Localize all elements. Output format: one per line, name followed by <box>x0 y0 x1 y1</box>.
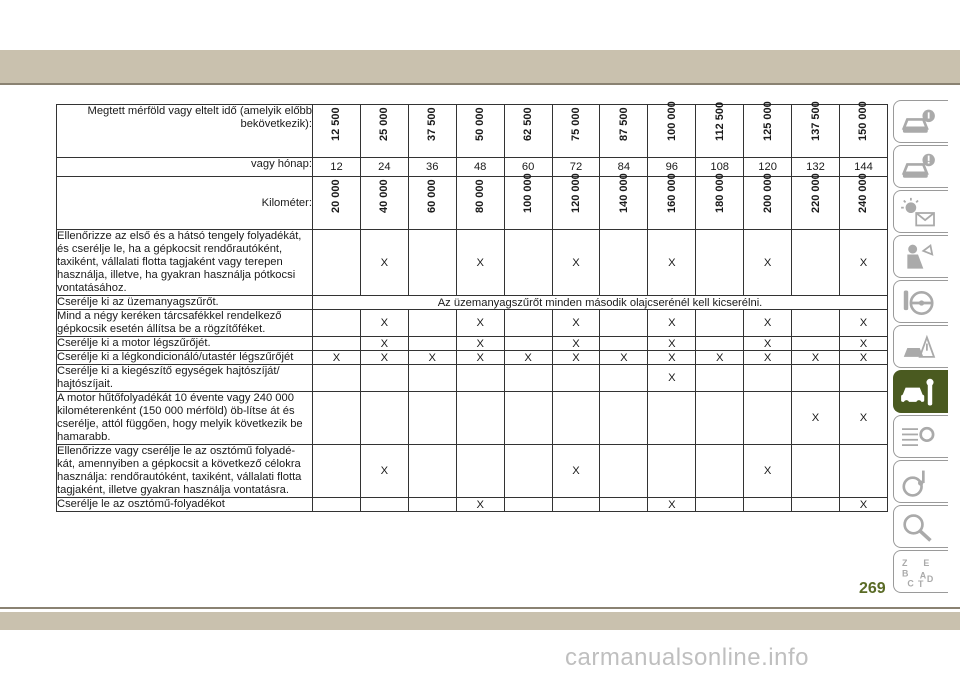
interval-mark <box>408 498 456 512</box>
months-value: 72 <box>552 158 600 177</box>
table-row <box>57 498 888 512</box>
top-rule <box>0 83 960 85</box>
interval-mark: X <box>456 310 504 337</box>
interval-mark <box>792 230 840 296</box>
task-description: Cserélje ki a légkondicionáló/utastér légszűrőjét <box>57 351 313 365</box>
table-row <box>57 310 888 337</box>
months-header-label: vagy hónap: <box>57 158 313 177</box>
interval-mark: X <box>360 445 408 498</box>
interval-mark <box>408 445 456 498</box>
interval-mark: X <box>600 351 648 365</box>
interval-mark <box>408 392 456 445</box>
interval-mark <box>696 392 744 445</box>
km-cell <box>313 177 361 230</box>
svg-text:A: A <box>919 570 927 581</box>
interval-mark <box>744 365 792 392</box>
page-number: 269 <box>859 580 886 597</box>
km-value: 80 000 <box>474 179 487 213</box>
watermark: carmanualsonline.info <box>565 644 809 671</box>
sidebar-tab[interactable] <box>893 415 948 458</box>
km-cell <box>792 173 840 230</box>
interval-mark <box>552 498 600 512</box>
interval-mark: X <box>648 351 696 365</box>
svg-text:C: C <box>907 578 914 589</box>
km-value: 220 000 <box>809 173 822 213</box>
interval-mark: X <box>744 351 792 365</box>
task-description: Mind a négy keréken tárcsafékkel rendelkező gépkocsik esetén állítsa be a rögzítőféket. <box>57 310 313 337</box>
interval-mark <box>696 498 744 512</box>
miles-cell <box>648 101 696 158</box>
task-description: Cserélje ki a motor légszűrőjét. <box>57 337 313 351</box>
months-value: 36 <box>408 158 456 177</box>
miles-value: 150 000 <box>857 101 870 141</box>
interval-mark <box>552 392 600 445</box>
table-row <box>57 230 888 296</box>
months-value: 48 <box>456 158 504 177</box>
miles-cell <box>504 105 552 158</box>
interval-mark <box>504 337 552 351</box>
miles-cell <box>360 105 408 158</box>
table-row <box>57 296 888 310</box>
interval-mark <box>504 445 552 498</box>
interval-mark: X <box>839 351 887 365</box>
interval-mark: X <box>552 230 600 296</box>
interval-mark <box>504 310 552 337</box>
miles-cell <box>696 101 744 158</box>
km-cell <box>360 177 408 230</box>
km-cell <box>648 173 696 230</box>
interval-mark <box>408 230 456 296</box>
miles-cell <box>313 105 361 158</box>
km-cell <box>504 173 552 230</box>
km-value: 100 000 <box>522 173 535 213</box>
km-header-row <box>57 177 888 230</box>
interval-mark: X <box>456 230 504 296</box>
interval-mark <box>313 365 361 392</box>
months-value: 60 <box>504 158 552 177</box>
km-value: 40 000 <box>378 179 391 213</box>
bottom-rule <box>0 607 960 609</box>
interval-mark <box>552 365 600 392</box>
interval-mark: X <box>648 365 696 392</box>
miles-value: 87 500 <box>617 107 630 141</box>
interval-mark <box>408 337 456 351</box>
interval-mark <box>504 498 552 512</box>
km-cell <box>408 177 456 230</box>
interval-mark: X <box>360 230 408 296</box>
top-band <box>0 50 960 83</box>
interval-mark <box>408 365 456 392</box>
interval-mark: X <box>839 498 887 512</box>
interval-mark: X <box>552 310 600 337</box>
interval-mark: X <box>360 310 408 337</box>
sidebar-tab[interactable] <box>893 370 948 413</box>
interval-mark <box>600 365 648 392</box>
miles-cell <box>600 105 648 158</box>
interval-mark: X <box>408 351 456 365</box>
miles-value: 62 500 <box>522 107 535 141</box>
interval-mark <box>313 445 361 498</box>
interval-mark <box>600 498 648 512</box>
table-row <box>57 392 888 445</box>
task-description: Cserélje le az osztómű-folyadékot <box>57 498 313 512</box>
miles-value: 12 500 <box>330 107 343 141</box>
interval-mark <box>696 445 744 498</box>
interval-mark <box>504 230 552 296</box>
maintenance-schedule-table <box>56 101 888 512</box>
sidebar-tab[interactable] <box>893 460 948 503</box>
miles-cell <box>744 101 792 158</box>
interval-mark: X <box>552 445 600 498</box>
miles-cell <box>792 101 840 158</box>
interval-mark: X <box>360 351 408 365</box>
interval-mark: X <box>648 230 696 296</box>
interval-mark <box>360 365 408 392</box>
interval-mark <box>696 230 744 296</box>
miles-value: 112 500 <box>713 101 726 141</box>
interval-mark: X <box>648 337 696 351</box>
miles-value: 125 000 <box>761 101 774 141</box>
km-value: 60 000 <box>426 179 439 213</box>
table-row <box>57 351 888 365</box>
interval-mark <box>600 392 648 445</box>
interval-mark <box>744 498 792 512</box>
table-row <box>57 445 888 498</box>
svg-text:T: T <box>918 579 924 589</box>
km-cell <box>552 173 600 230</box>
months-value: 24 <box>360 158 408 177</box>
interval-mark: X <box>456 351 504 365</box>
miles-value: 75 000 <box>569 107 582 141</box>
interval-mark: X <box>744 230 792 296</box>
interval-mark <box>648 392 696 445</box>
interval-mark <box>839 445 887 498</box>
interval-mark <box>313 310 361 337</box>
miles-value: 37 500 <box>426 107 439 141</box>
interval-mark: X <box>839 230 887 296</box>
task-description: Cserélje ki a kiegészítő egységek hajtószíját/ hajtószíjait. <box>57 365 313 392</box>
interval-mark: X <box>744 310 792 337</box>
table-row <box>57 337 888 351</box>
top-margin <box>0 0 960 50</box>
interval-mark: X <box>456 498 504 512</box>
interval-mark <box>313 392 361 445</box>
miles-cell <box>456 105 504 158</box>
interval-mark <box>600 230 648 296</box>
interval-mark <box>313 230 361 296</box>
km-cell <box>696 173 744 230</box>
km-value: 140 000 <box>617 173 630 213</box>
interval-mark <box>408 310 456 337</box>
interval-mark: X <box>839 310 887 337</box>
sidebar-tab[interactable] <box>893 235 948 278</box>
km-cell <box>456 177 504 230</box>
svg-text:Z: Z <box>902 557 908 568</box>
interval-mark <box>456 392 504 445</box>
interval-mark <box>839 365 887 392</box>
interval-mark <box>792 337 840 351</box>
sidebar-tab[interactable] <box>893 190 948 233</box>
interval-mark <box>600 310 648 337</box>
sidebar-tab[interactable] <box>893 100 948 143</box>
interval-mark: X <box>792 392 840 445</box>
interval-mark <box>313 337 361 351</box>
interval-mark <box>744 392 792 445</box>
miles-cell <box>408 105 456 158</box>
months-value: 132 <box>792 158 840 177</box>
km-value: 120 000 <box>569 173 582 213</box>
interval-mark <box>600 445 648 498</box>
km-value: 180 000 <box>713 173 726 213</box>
interval-mark <box>360 392 408 445</box>
task-description: Cserélje ki az üzemanyagszűrőt. <box>57 296 313 310</box>
interval-mark: X <box>792 351 840 365</box>
km-header-label: Kilométer: <box>57 177 313 230</box>
interval-mark: X <box>313 351 361 365</box>
km-cell <box>744 173 792 230</box>
interval-mark: X <box>360 337 408 351</box>
interval-mark: X <box>504 351 552 365</box>
interval-mark <box>696 337 744 351</box>
km-cell <box>839 173 887 230</box>
interval-mark: X <box>552 337 600 351</box>
interval-mark <box>792 498 840 512</box>
task-description: A motor hűtőfolyadékát 10 évente vagy 240 000 kilométerenként (150 000 mérföld) öb-lítse át és cserélje, attól függően, hogy melyik következik be hamarabb. <box>57 392 313 445</box>
interval-mark <box>504 365 552 392</box>
months-value: 84 <box>600 158 648 177</box>
interval-mark: X <box>744 337 792 351</box>
km-cell <box>600 173 648 230</box>
km-value: 240 000 <box>857 173 870 213</box>
task-description: Ellenőrizze az első és a hátsó tengely folyadékát, és cserélje le, ha a gépkocsit rendőrautóként, taxiként, vállalati flotta tagjaként vagy terepen használja, illetve, ha gyakran használja pótkocsi vontatásához. <box>57 230 313 296</box>
interval-mark <box>313 498 361 512</box>
miles-header-label: Megtett mérföld vagy eltelt idő (amelyik előbb bekövetkezik): <box>57 105 313 158</box>
interval-mark <box>792 365 840 392</box>
interval-mark: X <box>839 392 887 445</box>
sidebar-tab[interactable] <box>893 280 948 323</box>
km-value: 20 000 <box>330 179 343 213</box>
months-value: 12 <box>313 158 361 177</box>
miles-value: 25 000 <box>378 107 391 141</box>
miles-value: 100 000 <box>665 101 678 141</box>
interval-mark: X <box>696 351 744 365</box>
interval-mark <box>648 445 696 498</box>
miles-value: 137 500 <box>809 101 822 141</box>
interval-mark: X <box>648 498 696 512</box>
task-description: Ellenőrizze vagy cserélje le az osztómű folyadé-kát, amennyiben a gépkocsit a következő célokra használja: rendőrautóként, taxiként, vállalati flotta tagjaként, illetve gyakran használja vontatásra. <box>57 445 313 498</box>
km-value: 200 000 <box>761 173 774 213</box>
miles-cell <box>552 105 600 158</box>
miles-header-row <box>57 105 888 158</box>
svg-text:D: D <box>926 573 934 584</box>
sidebar-tab[interactable] <box>893 145 948 188</box>
interval-mark <box>504 392 552 445</box>
task-note: Az üzemanyagszűrőt minden második olajcserénél kell kicserélni. <box>313 296 888 310</box>
bottom-band <box>0 612 960 630</box>
months-value: 96 <box>648 158 696 177</box>
interval-mark <box>792 310 840 337</box>
svg-text:B: B <box>902 568 909 579</box>
sidebar-tab[interactable] <box>893 550 948 593</box>
km-value: 160 000 <box>665 173 678 213</box>
sidebar-tab[interactable] <box>893 505 948 548</box>
interval-mark: X <box>744 445 792 498</box>
miles-cell <box>839 101 887 158</box>
interval-mark: X <box>456 337 504 351</box>
interval-mark <box>600 337 648 351</box>
interval-mark <box>696 310 744 337</box>
interval-mark <box>360 498 408 512</box>
interval-mark <box>792 445 840 498</box>
interval-mark <box>456 445 504 498</box>
interval-mark: X <box>552 351 600 365</box>
interval-mark <box>456 365 504 392</box>
interval-mark <box>696 365 744 392</box>
svg-text:E: E <box>923 557 930 568</box>
sidebar-tab[interactable] <box>893 325 948 368</box>
months-value: 144 <box>839 158 887 177</box>
interval-mark: X <box>839 337 887 351</box>
months-value: 108 <box>696 158 744 177</box>
months-value: 120 <box>744 158 792 177</box>
table-row <box>57 365 888 392</box>
miles-value: 50 000 <box>474 107 487 141</box>
interval-mark: X <box>648 310 696 337</box>
